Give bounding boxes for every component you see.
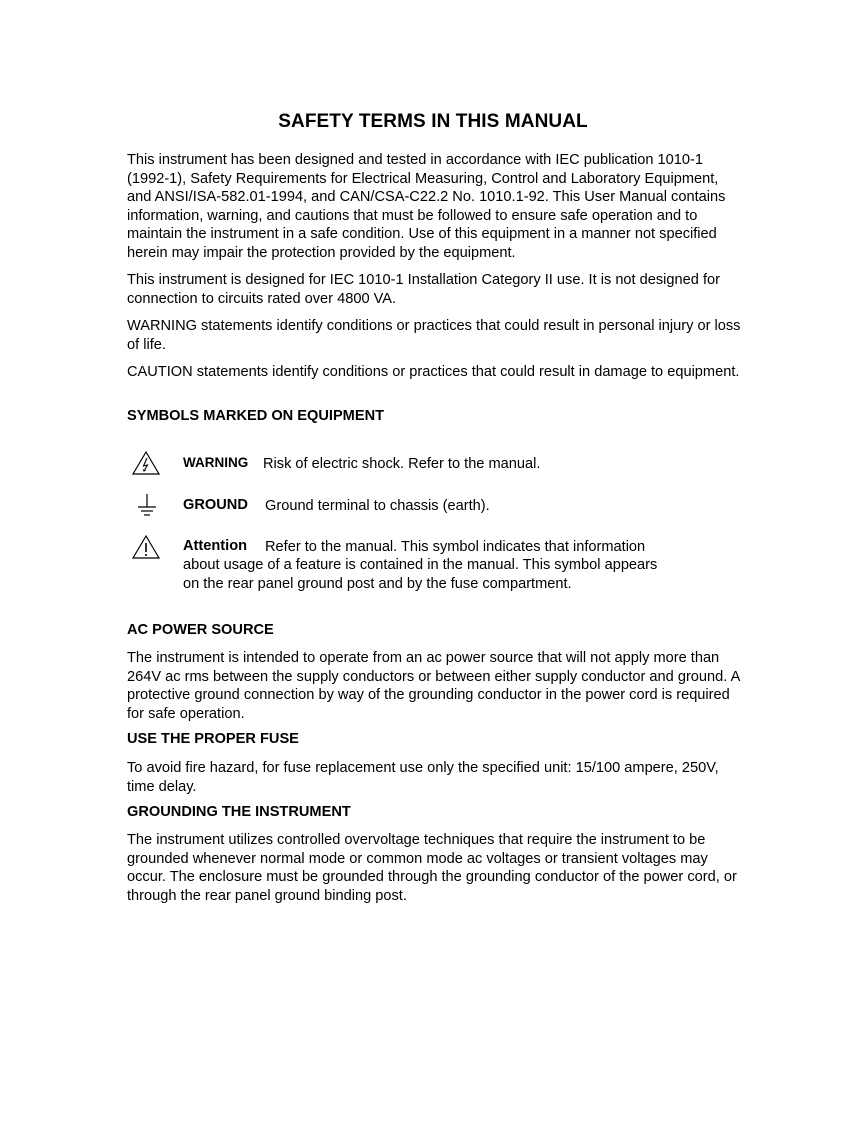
ac-power-heading: AC POWER SOURCE — [127, 622, 274, 638]
ground-icon — [137, 493, 157, 519]
symbol-warning-label: WARNING — [183, 455, 249, 470]
warning-paragraph: WARNING statements identify conditions or practices that could result in personal injury or loss of life. — [127, 318, 741, 353]
fuse-text: To avoid fire hazard, for fuse replacement use only the specified unit: 15/100 ampere, 250V, time delay. — [127, 760, 719, 795]
attention-icon — [131, 534, 161, 560]
symbol-attention-text-line1: Refer to the manual. This symbol indicates that information — [265, 539, 646, 555]
grounding-text: The instrument utilizes controlled overvoltage techniques that require the instrument to be grounded whenever normal mode or common mode ac voltages or transient voltages may occur. The enclosure must be grounded through the grounding conductor of the power cord, or through the rear panel ground binding post. — [127, 832, 737, 904]
symbol-ground-text: Ground terminal to chassis (earth). — [265, 498, 490, 514]
symbol-ground-label: GROUND — [183, 497, 248, 513]
ac-power-text: The instrument is intended to operate from an ac power source that will not apply more than 264V ac rms between the supply conductors or between either supply conductor and ground. A protective ground connection by way of the grounding conductor in the power cord is required for safe operation. — [127, 650, 740, 722]
page-title: SAFETY TERMS IN THIS MANUAL — [278, 111, 588, 132]
fuse-heading: USE THE PROPER FUSE — [127, 731, 299, 747]
symbol-attention-label: Attention — [183, 538, 248, 554]
symbol-attention-text-rest: about usage of a feature is contained in the manual. This symbol appears on the rear panel ground post and by the fuse compartment. — [183, 557, 658, 592]
symbols-heading: SYMBOLS MARKED ON EQUIPMENT — [127, 408, 385, 424]
shock-warning-icon — [131, 450, 161, 476]
intro-paragraph: This instrument has been designed and tested in accordance with IEC publication 1010-1 (1992-1), Safety Requirements for Electrical Measuring, Control and Laboratory Equipment, and ANSI/ISA-582.01-1994, and CAN/CSA-C22.2 No. 1010.1-92. This User Manual contains information, warning, and cautions that must be followed to ensure safe operation and to maintain the instrument in a safe condition. Use of this equipment in a manner not specified herein may impair the protection provided by the equipment. — [127, 152, 726, 261]
caution-paragraph: CAUTION statements identify conditions or practices that could result in damage to equipment. — [127, 364, 740, 380]
grounding-heading: GROUNDING THE INSTRUMENT — [127, 804, 351, 820]
category-paragraph: This instrument is designed for IEC 1010-1 Installation Category II use. It is not designed for connection to circuits rated over 4800 VA. — [127, 272, 720, 307]
symbol-warning-text: Risk of electric shock. Refer to the manual. — [263, 456, 541, 472]
